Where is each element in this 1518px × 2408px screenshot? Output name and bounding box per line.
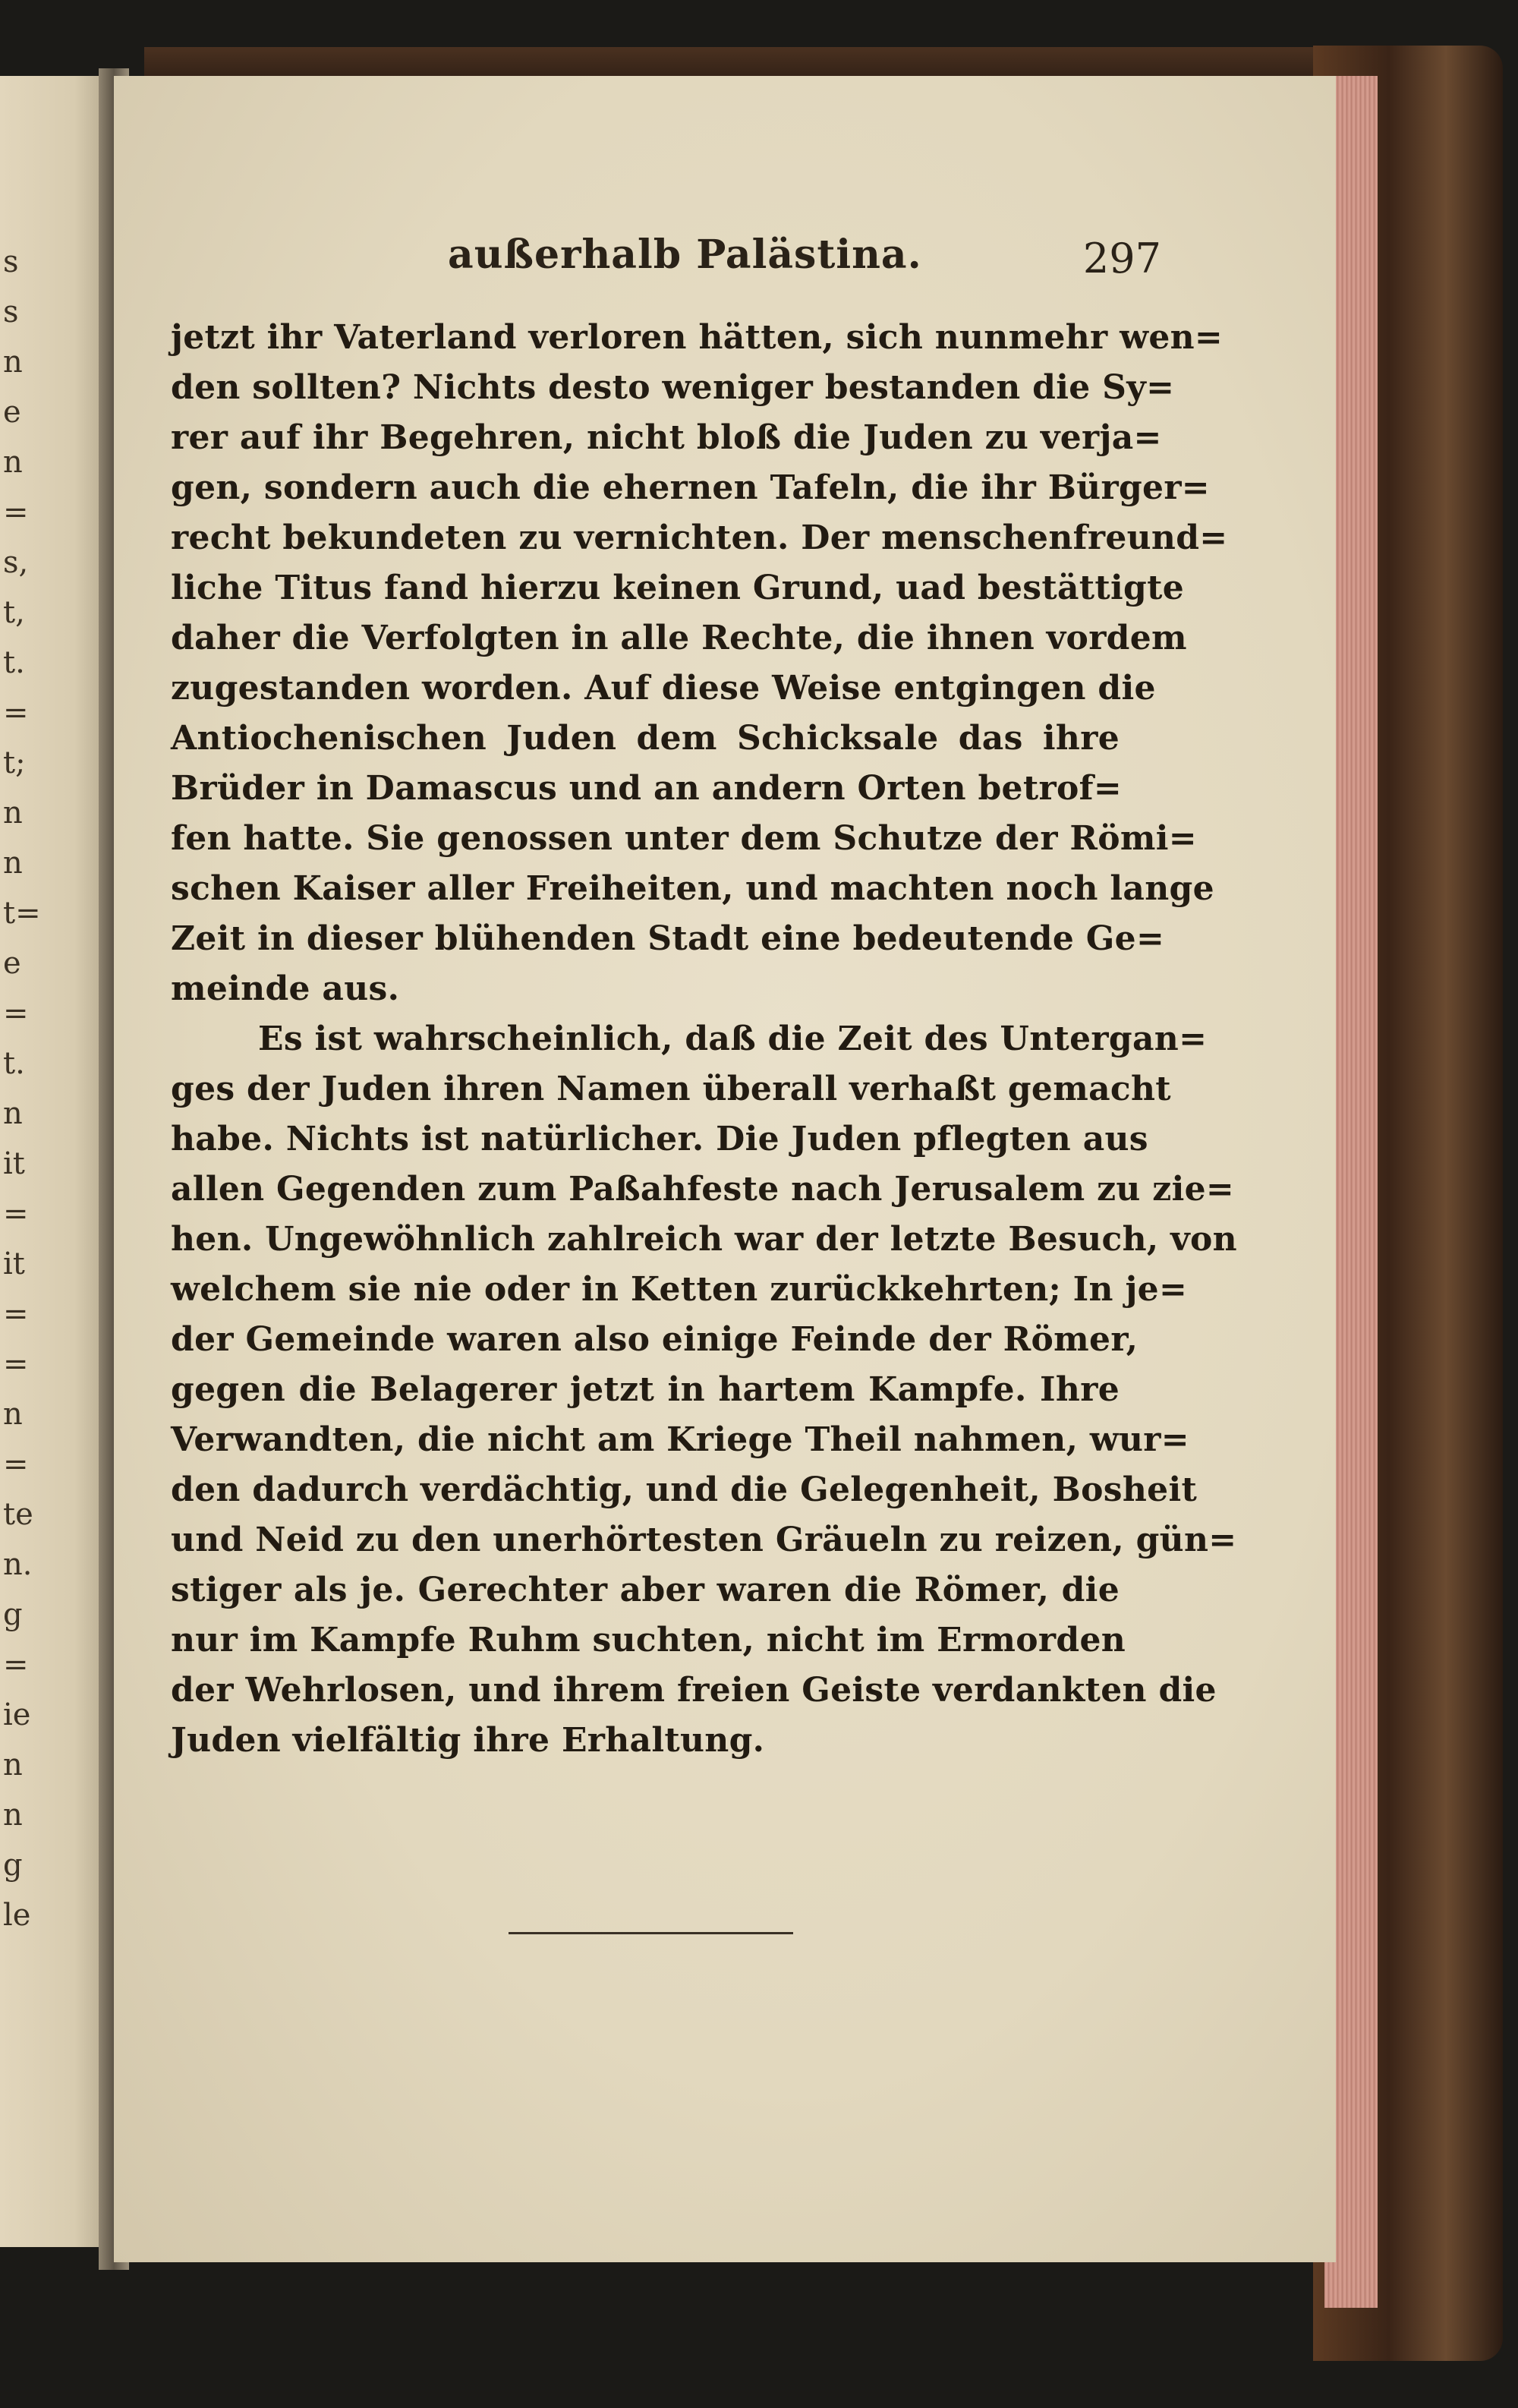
left-page-fragment: t. [3,1046,25,1081]
text-line: nur im Kampfe Ruhm suchten, nicht im Ermorden [171,1621,1126,1659]
text-line: schen Kaiser aller Freiheiten, und machten noch lange [171,869,1214,908]
left-page-fragment: e [3,395,21,430]
left-page-fragment: n [3,1096,23,1131]
text-line: Juden vielfältig ihre Erhaltung. [171,1721,765,1760]
left-page-fragment: s, [3,545,29,580]
left-page-fragment: t; [3,745,26,780]
left-page-fragment: ie [3,1697,31,1732]
text-line: allen Gegenden zum Paßahfeste nach Jerusalem zu zie= [171,1170,1235,1209]
left-page-fragment: n [3,1397,23,1432]
text-line: ges der Juden ihren Namen überall verhaßt gemacht [171,1070,1171,1108]
left-page-fragment: it [3,1146,25,1181]
text-line: den sollten? Nichts desto weniger bestanden die Sy= [171,368,1175,407]
left-page-fragment: n [3,1798,23,1833]
text-line: zugestanden worden. Auf diese Weise entgingen die [171,669,1156,708]
text-line: der Gemeinde waren also einige Feinde der Römer, [171,1320,1138,1359]
text-line: den dadurch verdächtig, und die Gelegenheit, Bosheit [171,1470,1198,1509]
text-line: Antiochenischen Juden dem Schicksale das ihre [171,719,1120,758]
left-page-fragment: = [3,1347,29,1382]
text-line: fen hatte. Sie genossen unter dem Schutze der Römi= [171,819,1197,858]
text-line: welchem sie nie oder in Ketten zurückkehrten; In je= [171,1270,1188,1309]
left-page-fragment: = [3,495,29,530]
left-page-fragment: n [3,846,23,881]
left-page-fragment: n [3,796,23,831]
left-page-fragment: e [3,946,21,981]
text-line: der Wehrlosen, und ihrem freien Geiste verdankten die [171,1671,1217,1710]
page-number: 297 [1082,235,1161,282]
left-page-fragment: te [3,1497,33,1532]
left-page-fragment: n [3,1748,23,1782]
text-line: Brüder in Damascus und an andern Orten betrof= [171,769,1122,808]
text-line: habe. Nichts ist natürlicher. Die Juden pflegten aus [171,1120,1148,1158]
left-page-fragment: le [3,1898,31,1933]
text-line: hen. Ungewöhnlich zahlreich war der letzte Besuch, von [171,1220,1237,1259]
left-page [0,76,106,2247]
text-line: gegen die Belagerer jetzt in hartem Kampfe. Ihre [171,1370,1120,1409]
text-line: rer auf ihr Begehren, nicht bloß die Juden zu verja= [171,418,1162,457]
left-page-fragment: s [3,244,19,279]
left-page-fragment: t, [3,595,25,630]
left-page-fragment: n. [3,1547,33,1582]
text-line: jetzt ihr Vaterland verloren hätten, sich nunmehr wen= [171,318,1224,357]
left-page-fragment: = [3,1297,29,1332]
text-line: daher die Verfolgten in alle Rechte, die ihnen vordem [171,619,1187,657]
left-page-fragment: = [3,1196,29,1231]
left-page-fragment: = [3,1447,29,1482]
left-page-fragment: s [3,295,19,329]
left-page-fragment: = [3,695,29,730]
text-line: gen, sondern auch die ehernen Tafeln, die ihr Bürger= [171,468,1210,507]
text-line: recht bekundeten zu vernichten. Der menschenfreund= [171,518,1228,557]
text-line: stiger als je. Gerechter aber waren die Römer, die [171,1571,1120,1609]
left-page-fragment: n [3,345,23,380]
text-line: und Neid zu den unerhörtesten Gräueln zu reizen, gün= [171,1521,1237,1559]
text-line: Verwandten, die nicht am Kriege Theil nahmen, wur= [171,1420,1189,1459]
left-page-fragment: t. [3,645,25,680]
left-page-fragment: g [3,1597,23,1632]
text-line: Zeit in dieser blühenden Stadt eine bedeutende Ge= [171,919,1165,958]
text-line: liche Titus fand hierzu keinen Grund, uad bestättigte [171,569,1184,607]
left-page-fragment: n [3,445,23,480]
left-page-fragment: it [3,1247,25,1281]
left-page-fragment: = [3,996,29,1031]
running-head: außerhalb Palästina. [448,232,922,278]
left-page-fragment: = [3,1647,29,1682]
text-line: meinde aus. [171,969,400,1008]
text-line: Es ist wahrscheinlich, daß die Zeit des Untergan= [258,1020,1208,1058]
left-page-fragment: t= [3,896,41,931]
page-header [425,232,1184,292]
left-page-fragment: g [3,1848,23,1883]
body-text [171,313,1237,1766]
section-end-rule [509,1932,793,1934]
